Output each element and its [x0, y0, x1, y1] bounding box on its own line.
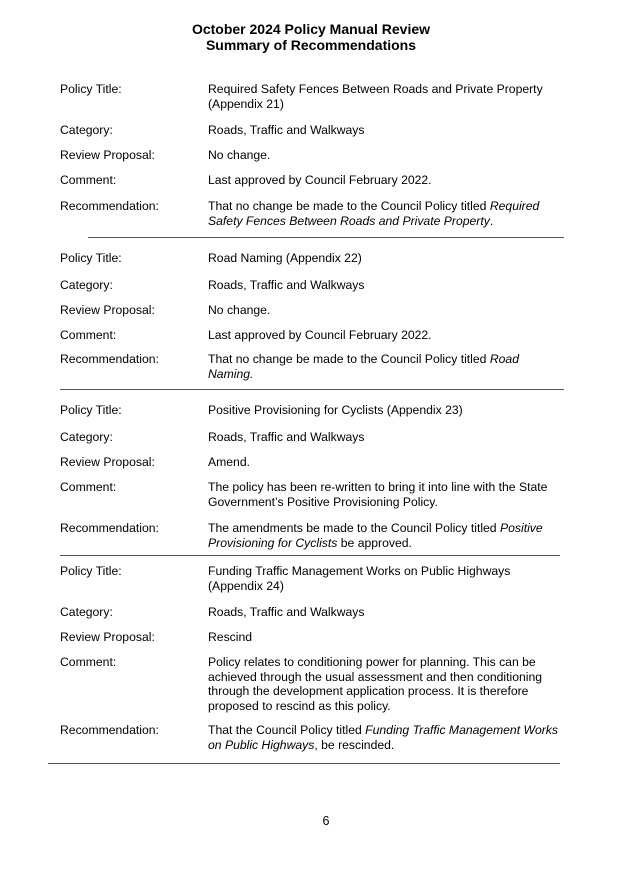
section-divider	[88, 237, 564, 238]
section-divider	[60, 389, 564, 390]
review-proposal-value: No change.	[208, 148, 271, 162]
category-label: Category:	[60, 605, 113, 619]
policy-name-italic: Positive Provisioning for Cyclists	[208, 521, 543, 550]
recommendation-label: Recommendation:	[60, 199, 159, 213]
category-value: Roads, Traffic and Walkways	[208, 123, 365, 137]
policy-title-value: Positive Provisioning for Cyclists (Appendix 23)	[208, 403, 463, 417]
page-number: 6	[322, 814, 330, 828]
recommendation-label: Recommendation:	[60, 723, 159, 737]
policy-title-label: Policy Title:	[60, 564, 122, 578]
document-header	[0, 21, 622, 53]
comment-label: Comment:	[60, 173, 117, 187]
policy-name-italic: Road Naming.	[208, 352, 519, 381]
review-proposal-label: Review Proposal:	[60, 455, 155, 469]
comment-value: Last approved by Council February 2022.	[208, 328, 432, 342]
review-proposal-label: Review Proposal:	[60, 630, 155, 644]
review-proposal-value: Amend.	[208, 455, 251, 469]
comment-value: The policy has been re-written to bring it into line with the State Government’s Positive Provisioning Policy.	[208, 480, 548, 509]
recommendation-value: The amendments be made to the Council Policy titled Positive Provisioning for Cyclists be approved.	[208, 521, 543, 550]
policy-title-label: Policy Title:	[60, 251, 122, 265]
category-value: Roads, Traffic and Walkways	[208, 605, 365, 619]
policy-title-value: Required Safety Fences Between Roads and Private Property (Appendix 21)	[208, 82, 543, 111]
policy-title-label: Policy Title:	[60, 82, 122, 96]
comment-value: Policy relates to conditioning power for planning. This can be achieved through the usual assessment and then conditioning through the development application process. It is therefore proposed to rescind as this policy.	[208, 655, 543, 713]
recommendation-value: That no change be made to the Council Policy titled Road Naming.	[208, 352, 519, 381]
category-label: Category:	[60, 430, 113, 444]
comment-label: Comment:	[60, 655, 117, 669]
policy-title-value: Funding Traffic Management Works on Public Highways (Appendix 24)	[208, 564, 511, 593]
category-value: Roads, Traffic and Walkways	[208, 278, 365, 292]
recommendation-label: Recommendation:	[60, 521, 159, 535]
policy-name-italic: Required Safety Fences Between Roads and Private Property	[208, 199, 540, 228]
section-divider	[48, 763, 560, 764]
category-label: Category:	[60, 123, 113, 137]
document-subtitle: Summary of Recommendations	[205, 37, 417, 53]
section-divider	[60, 555, 560, 556]
policy-name-italic: Funding Traffic Management Works on Public Highways	[208, 723, 558, 752]
review-proposal-label: Review Proposal:	[60, 303, 155, 317]
recommendation-label: Recommendation:	[60, 352, 159, 366]
policy-title-value: Road Naming (Appendix 22)	[208, 251, 362, 265]
review-proposal-value: Rescind	[208, 630, 253, 644]
review-proposal-label: Review Proposal:	[60, 148, 155, 162]
review-proposal-value: No change.	[208, 303, 271, 317]
recommendation-value: That no change be made to the Council Policy titled Required Safety Fences Between Roads and Private Property.	[208, 199, 540, 228]
comment-label: Comment:	[60, 328, 117, 342]
comment-label: Comment:	[60, 480, 117, 494]
category-value: Roads, Traffic and Walkways	[208, 430, 365, 444]
document-title: October 2024 Policy Manual Review	[191, 21, 431, 37]
recommendation-value: That the Council Policy titled Funding Traffic Management Works on Public Highways, be rescinded.	[208, 723, 558, 752]
policy-title-label: Policy Title:	[60, 403, 122, 417]
category-label: Category:	[60, 278, 113, 292]
comment-value: Last approved by Council February 2022.	[208, 173, 432, 187]
